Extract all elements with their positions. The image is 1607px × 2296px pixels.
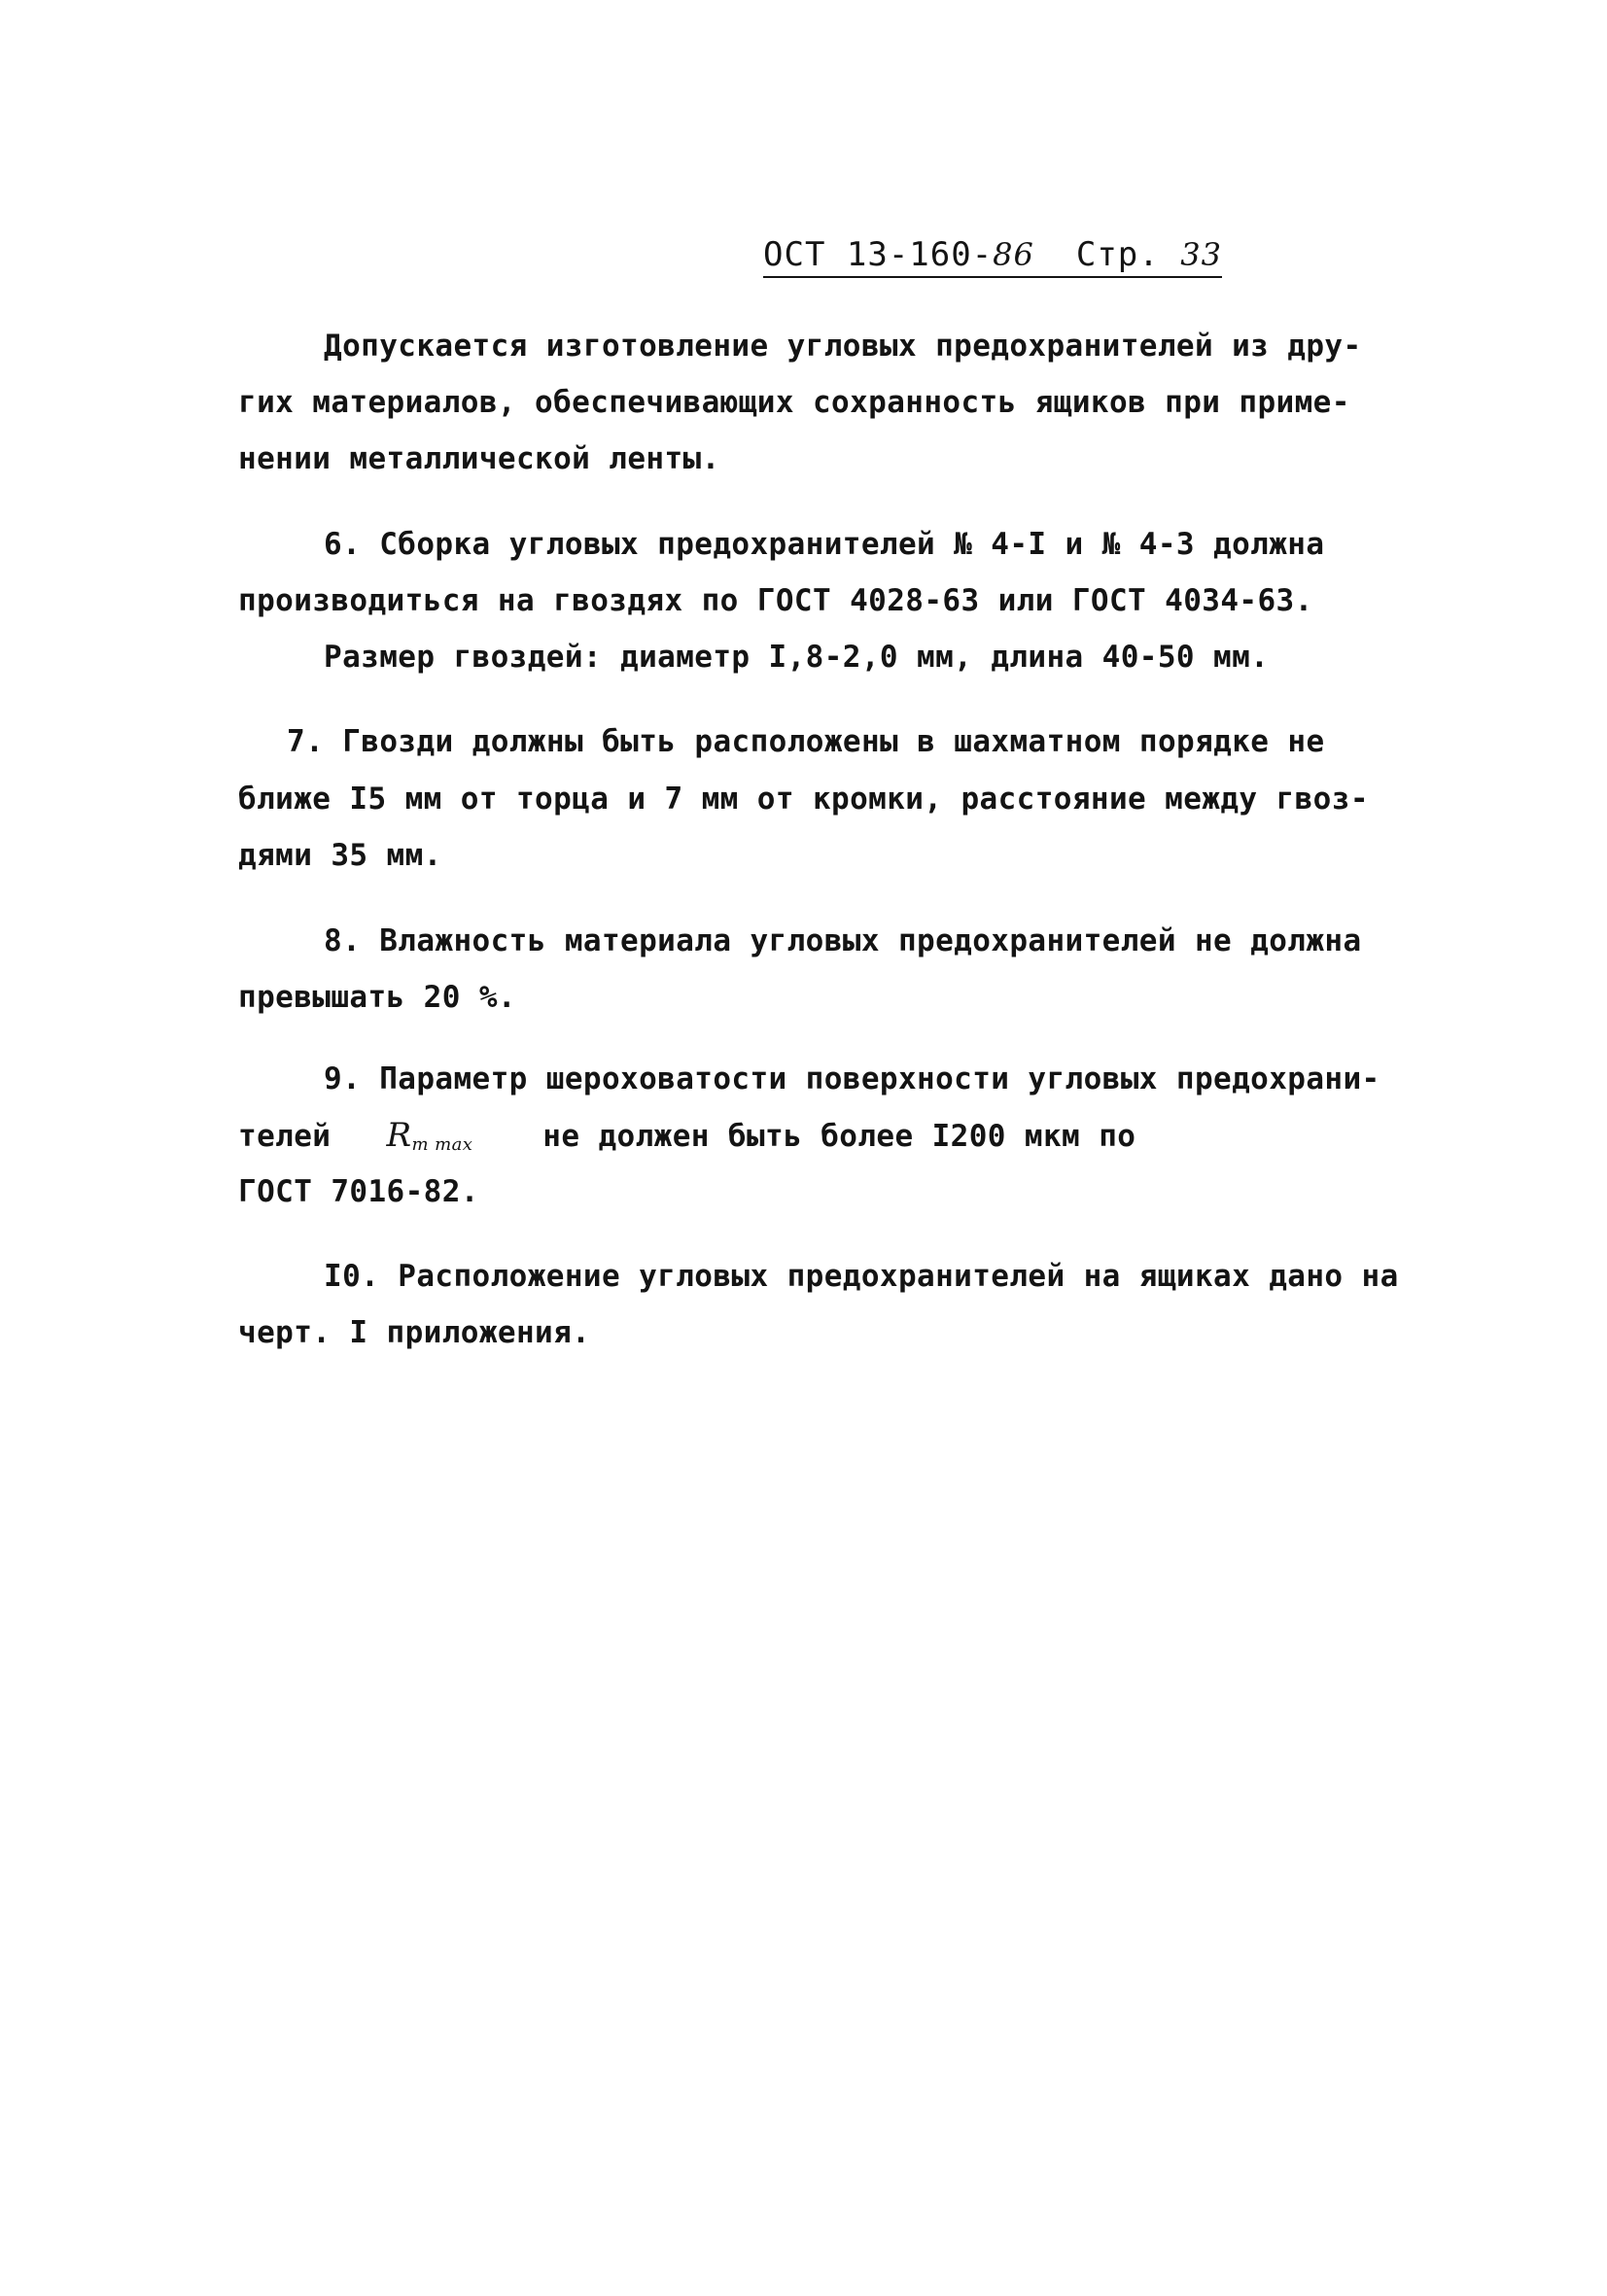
doc-year: 86 <box>993 236 1034 273</box>
doc-code: ОСТ 13-160- <box>763 235 994 274</box>
roughness-symbol <box>387 1116 473 1155</box>
roughness-symbol-main: R <box>386 1116 412 1155</box>
paragraph-line: дями 35 мм. <box>238 838 442 873</box>
line-text: не должен быть более I200 мкм по <box>542 1119 1136 1154</box>
paragraph-line: гих материалов, обеспечивающих сохранность ящиков при приме- <box>238 385 1350 420</box>
paragraph-line: производиться на гвоздях по ГОСТ 4028-63 или ГОСТ 4034-63. <box>238 583 1313 618</box>
paragraph-line: превышать 20 %. <box>238 980 516 1015</box>
roughness-symbol-sub: m max <box>411 1134 473 1155</box>
paragraph-line: 9. Параметр шероховатости поверхности угловых предохрани- <box>324 1061 1380 1096</box>
paragraph-line: черт. I приложения. <box>238 1315 591 1350</box>
paragraph-line: ближе I5 мм от торца и 7 мм от кромки, расстояние между гвоз- <box>238 782 1369 817</box>
line-prefix: телей <box>238 1119 332 1154</box>
paragraph-line: Допускается изготовление угловых предохранителей из дру- <box>324 329 1362 364</box>
paragraph-line: 6. Сборка угловых предохранителей № 4-I и № 4-3 должна <box>324 527 1325 562</box>
page-header <box>763 235 1222 278</box>
paragraph-line: 7. Гвозди должны быть расположены в шахматном порядке не <box>287 724 1325 759</box>
paragraph-line: Размер гвоздей: диаметр I,8-2,0 мм, длина 40-50 мм. <box>324 640 1270 675</box>
paragraph-line: ГОСТ 7016-82. <box>238 1174 479 1209</box>
paragraph-line: нении металлической ленты. <box>238 441 720 476</box>
paragraph-line: 8. Влажность материала угловых предохранителей не должна <box>324 923 1362 958</box>
paragraph-line-with-symbol <box>238 1118 1135 1163</box>
page-number: 33 <box>1180 236 1222 273</box>
paragraph-line: I0. Расположение угловых предохранителей на ящиках дано на <box>324 1259 1399 1294</box>
page-label: Стр. <box>1075 235 1160 274</box>
